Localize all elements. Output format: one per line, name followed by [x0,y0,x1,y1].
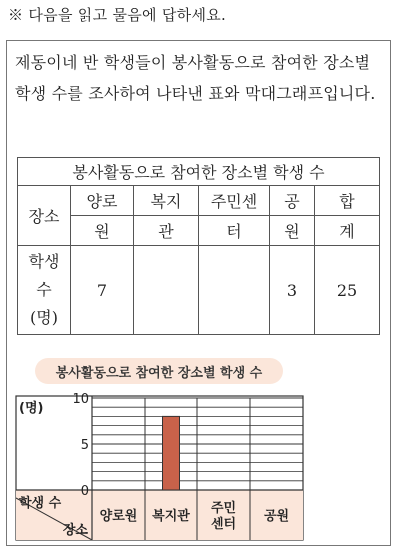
y-axis-label: 학생 수 [19,496,62,511]
x-axis-label: 장소 [62,523,88,538]
y-tick-label: 10 [72,392,89,407]
col-header-2-bottom: 관 [134,216,199,246]
y-tick-label: 5 [80,438,89,453]
value-park: 3 [270,246,315,335]
y-tick-label: 0 [80,484,89,499]
instruction: ※ 다음을 읽고 물음에 답하세요. [8,6,227,24]
row-header-students-line3: (명) [30,308,58,327]
col-header-3-bottom: 터 [199,216,270,246]
category-label: 센터 [210,517,237,532]
row-header-students-line2: 수 [36,280,52,299]
col-header-3-top: 주민센 [199,186,270,216]
row-header-place: 장소 [18,186,71,246]
col-header-2-top: 복지 [134,186,199,216]
row-header-students-line1: 학생 [28,252,60,271]
col-header-1-top: 양로 [71,186,134,216]
category-label: 주민 [210,501,237,516]
col-header-5-bottom: 계 [315,216,380,246]
col-header-1-bottom: 원 [71,216,134,246]
bar-복지관 [163,416,180,490]
value-nursing-home: 7 [71,246,134,335]
col-header-4-bottom: 원 [270,216,315,246]
col-header-4-top: 공 [270,186,315,216]
col-header-5-top: 합 [315,186,380,216]
category-label: 공원 [263,509,290,524]
intro-text: 제동이네 반 학생들이 봉사활동으로 참여한 장소별 학생 수를 조사하여 나타낸 표와 막대그래프입니다. [15,53,376,103]
unit-label: (명) [19,401,44,416]
category-label: 복지관 [152,509,190,524]
table-title: 봉사활동으로 참여한 장소별 학생 수 [18,158,380,186]
chart-title: 봉사활동으로 참여한 장소별 학생 수 [35,358,283,384]
value-total: 25 [315,246,380,335]
category-label: 양로원 [99,509,138,524]
